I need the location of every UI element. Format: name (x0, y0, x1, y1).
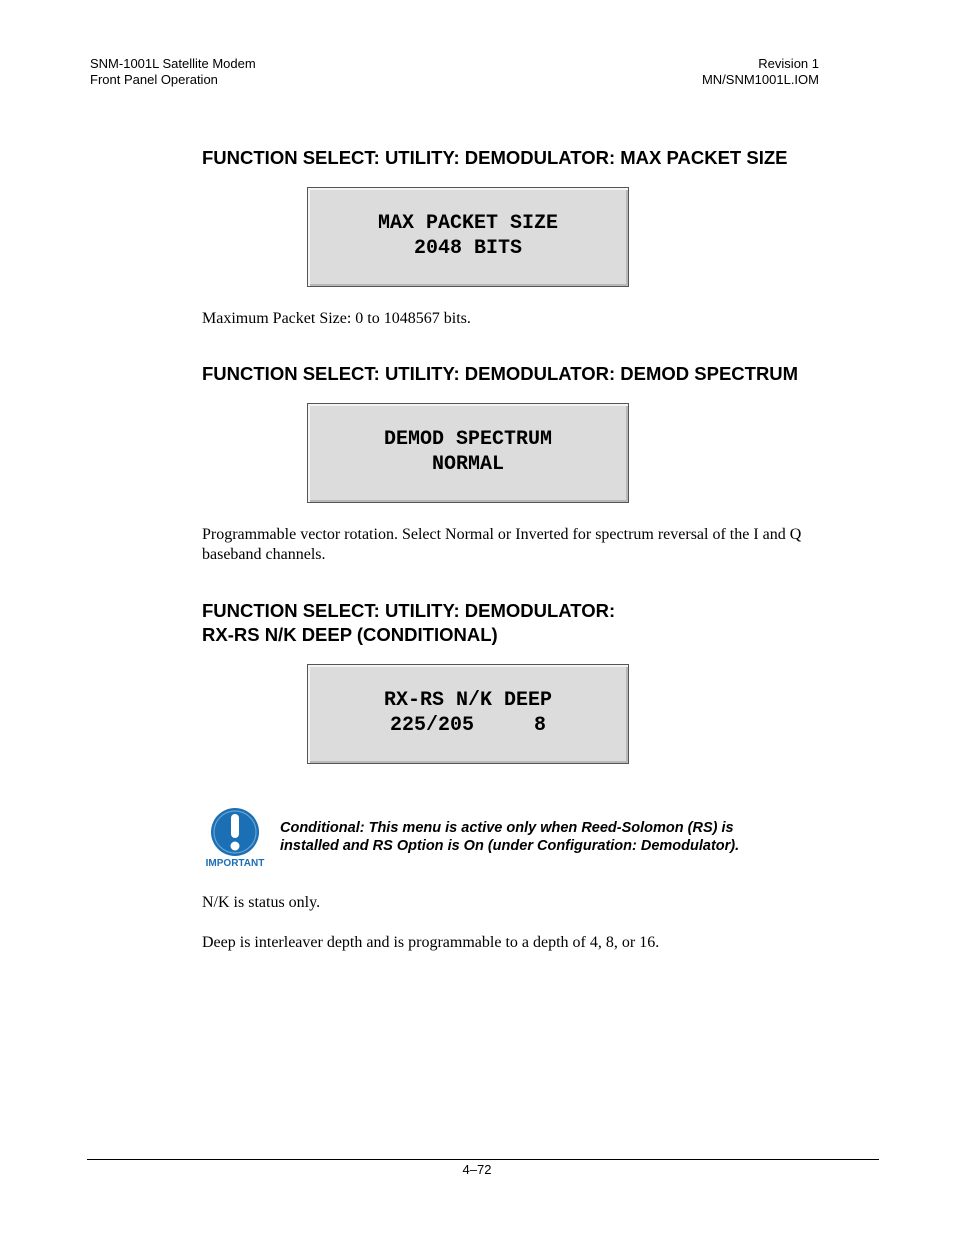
lcd-line-2: 2048 BITS (413, 237, 523, 260)
document-number: MN/SNM1001L.IOM (701, 72, 819, 87)
section-title-demod-spectrum: FUNCTION SELECT: UTILITY: DEMODULATOR: DEMOD SPECTRUM (202, 363, 799, 384)
lcd-line-1: RX-RS N/K DEEP (383, 689, 553, 712)
lcd-line-1: MAX PACKET SIZE (377, 212, 559, 235)
section-title-rx-rs-line-1: FUNCTION SELECT: UTILITY: DEMODULATOR: (202, 600, 616, 621)
section-title-max-packet-size: FUNCTION SELECT: UTILITY: DEMODULATOR: MAX PACKET SIZE (202, 147, 788, 168)
lcd-display-rx-rs-nk-deep (307, 664, 629, 764)
chapter-title: Front Panel Operation (90, 72, 218, 87)
page-number: 4–72 (462, 1162, 492, 1177)
lcd-line-1: DEMOD SPECTRUM (383, 428, 553, 451)
footer-divider (87, 1159, 879, 1160)
paragraph-demod-spectrum: Programmable vector rotation. Select Normal or Inverted for spectrum reversal of the I and Q baseband channels. (202, 526, 802, 563)
important-exclamation-icon (204, 806, 270, 870)
important-note (280, 819, 820, 855)
important-icon-label: IMPORTANT (205, 858, 265, 869)
lcd-line-2: 225/205 8 (389, 714, 547, 737)
header-left (90, 56, 256, 88)
paragraph-max-packet-size: Maximum Packet Size: 0 to 1048567 bits. (202, 310, 471, 327)
paragraph-deep-interleaver: Deep is interleaver depth and is programmable to a depth of 4, 8, or 16. (202, 934, 660, 951)
paragraph-nk-status: N/K is status only. (202, 894, 321, 911)
lcd-display-max-packet-size (307, 187, 629, 287)
revision-label: Revision 1 (758, 56, 819, 71)
lcd-line-2: NORMAL (431, 453, 504, 476)
header-right (702, 56, 819, 88)
document-title: SNM-1001L Satellite Modem (90, 56, 256, 71)
section-title-rx-rs-line-2: RX-RS N/K DEEP (CONDITIONAL) (202, 624, 498, 645)
lcd-display-demod-spectrum (307, 403, 629, 503)
important-note-line-1: Conditional: This menu is active only when Reed-Solomon (RS) is (280, 820, 734, 836)
important-note-line-2: installed and RS Option is On (under Configuration: Demodulator). (280, 838, 740, 854)
